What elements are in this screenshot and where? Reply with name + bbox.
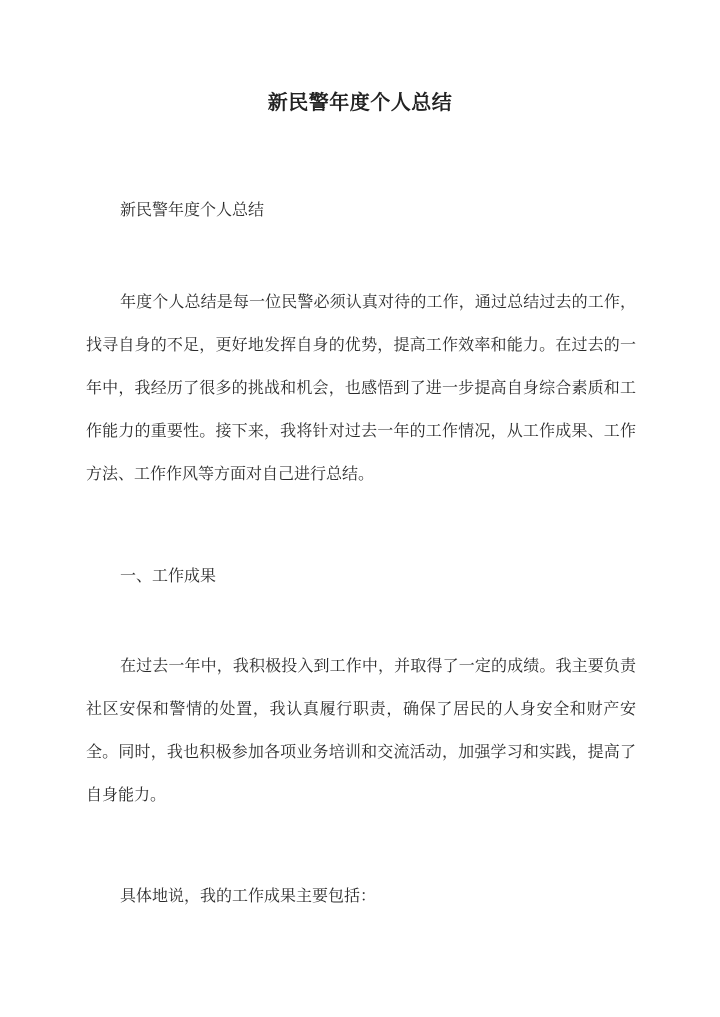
work-results-paragraph: 在过去一年中，我积极投入到工作中，并取得了一定的成绩。我主要负责社区安保和警情的处置，我认真履行职责，确保了居民的人身安全和财产安全。同时，我也积极参加各项业务培训和交流活动，加强学习和实践，提高了自身能力。 bbox=[86, 656, 636, 804]
intro-paragraph: 年度个人总结是每一位民警必须认真对待的工作，通过总结过去的工作，找寻自身的不足，更好地发挥自身的优势，提高工作效率和能力。在过去的一年中，我经历了很多的挑战和机会，也感悟到了进一步提高自身综合素质和工作能力的重要性。接下来，我将针对过去一年的工作情况，从工作成果、工作方法、工作作风等方面对自己进行总结。 bbox=[86, 292, 636, 483]
document-title: 新民警年度个人总结 bbox=[267, 90, 453, 114]
section-heading-work-results: 一、工作成果 bbox=[120, 566, 217, 585]
specific-results-intro: 具体地说，我的工作成果主要包括： bbox=[120, 886, 377, 905]
subtitle-paragraph: 新民警年度个人总结 bbox=[120, 200, 265, 219]
